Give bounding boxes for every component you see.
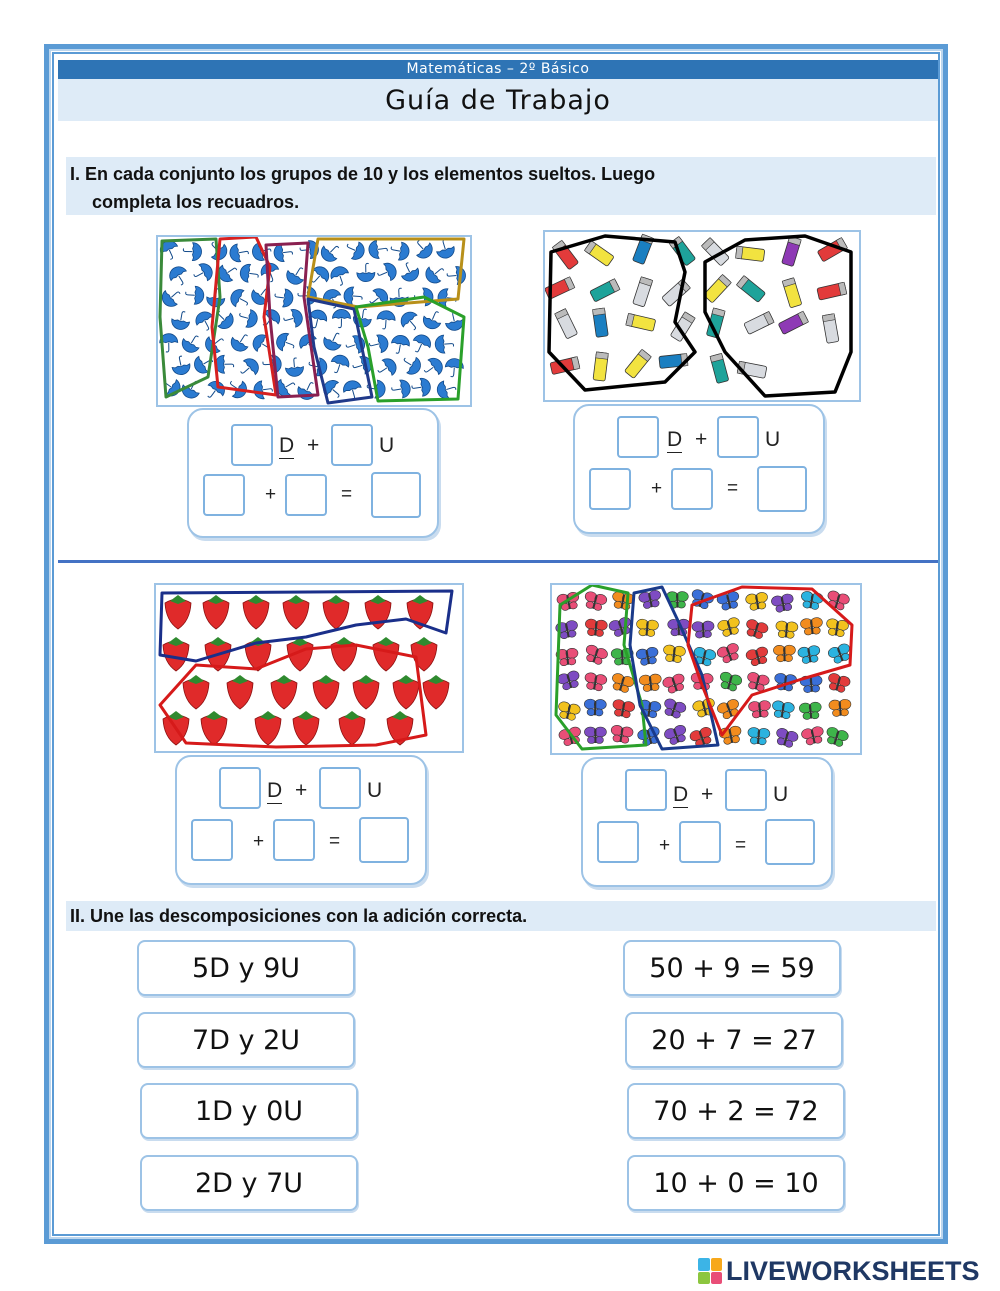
sum-input[interactable]: [757, 466, 807, 512]
answer-box-umbrellas: [187, 408, 439, 538]
brand-name: LIVEWORKSHEETS: [726, 1255, 980, 1286]
plus-sign: +: [307, 434, 320, 457]
batteries-picture: [543, 230, 861, 402]
tens-label: D: [267, 779, 283, 802]
plus-sign: +: [701, 783, 714, 806]
tens-input[interactable]: [617, 416, 659, 458]
addend-2-input[interactable]: [679, 821, 721, 863]
section-divider: [58, 560, 938, 563]
tens-input[interactable]: [625, 769, 667, 811]
umbrella-icon: [158, 237, 470, 405]
units-input[interactable]: [725, 769, 767, 811]
addition-card[interactable]: 20 + 7 = 27: [625, 1012, 843, 1068]
tens-input[interactable]: [219, 767, 261, 809]
tens-label: D: [279, 434, 295, 457]
decomposition-card[interactable]: 7D y 2U: [137, 1012, 355, 1068]
strawberries-picture: [154, 583, 464, 753]
addend-2-input[interactable]: [273, 819, 315, 861]
page-title: Guía de Trabajo: [58, 79, 938, 121]
tens-label: D: [667, 428, 683, 451]
plus-sign: +: [651, 478, 663, 499]
sum-input[interactable]: [765, 819, 815, 865]
addition-card[interactable]: 10 + 0 = 10: [627, 1155, 845, 1211]
liveworksheets-logo-icon: [698, 1258, 722, 1284]
addend-2-input[interactable]: [671, 468, 713, 510]
decomposition-card[interactable]: 2D y 7U: [140, 1155, 358, 1211]
equals-sign: =: [329, 831, 341, 852]
answer-box-batteries: [573, 404, 825, 534]
plus-sign: +: [695, 428, 708, 451]
answer-box-butterflies: [581, 757, 833, 887]
section-2-heading: II. Une las descomposiciones con la adición correcta.: [66, 901, 936, 931]
sum-input[interactable]: [371, 472, 421, 518]
plus-sign: +: [253, 831, 265, 852]
strawberry-icon: [156, 585, 462, 751]
units-label: U: [367, 779, 383, 802]
battery-icon: [545, 232, 859, 400]
butterflies-picture: [550, 583, 862, 755]
units-label: U: [773, 783, 789, 806]
tens-input[interactable]: [231, 424, 273, 466]
plus-sign: +: [295, 779, 308, 802]
section-1-line-1: I. En cada conjunto los grupos de 10 y los elementos sueltos. Luego: [70, 164, 656, 184]
units-input[interactable]: [717, 416, 759, 458]
decomposition-card[interactable]: 5D y 9U: [137, 940, 355, 996]
plus-sign: +: [659, 835, 671, 856]
addend-1-input[interactable]: [203, 474, 245, 516]
units-label: U: [765, 428, 781, 451]
units-label: U: [379, 434, 395, 457]
subject-header: Matemáticas – 2º Básico: [58, 60, 938, 79]
tens-label: D: [673, 783, 689, 806]
sum-input[interactable]: [359, 817, 409, 863]
section-1-instruction: [66, 157, 936, 215]
equals-sign: =: [341, 484, 353, 505]
liveworksheets-logo: [698, 1256, 980, 1286]
addend-2-input[interactable]: [285, 474, 327, 516]
addend-1-input[interactable]: [191, 819, 233, 861]
section-1-line-2: completa los recuadros.: [92, 192, 300, 212]
units-input[interactable]: [331, 424, 373, 466]
addend-1-input[interactable]: [597, 821, 639, 863]
plus-sign: +: [265, 484, 277, 505]
equals-sign: =: [727, 478, 739, 499]
answer-box-strawberries: [175, 755, 427, 885]
addition-card[interactable]: 50 + 9 = 59: [623, 940, 841, 996]
equals-sign: =: [735, 835, 747, 856]
addition-card[interactable]: 70 + 2 = 72: [627, 1083, 845, 1139]
addend-1-input[interactable]: [589, 468, 631, 510]
decomposition-card[interactable]: 1D y 0U: [140, 1083, 358, 1139]
butterfly-icon: [552, 585, 860, 753]
units-input[interactable]: [319, 767, 361, 809]
umbrellas-picture: [156, 235, 472, 407]
